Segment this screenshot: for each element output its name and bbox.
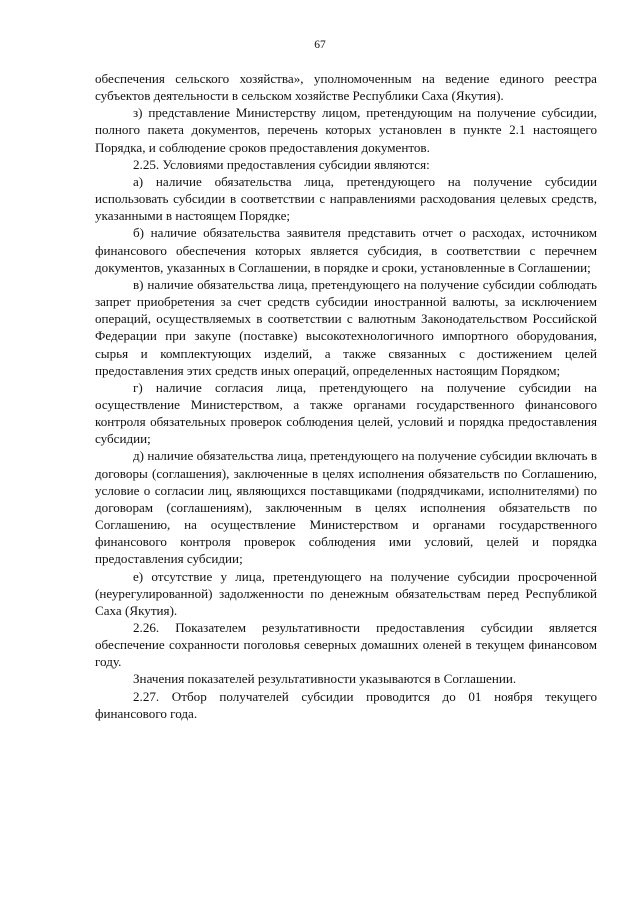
paragraph-item-b: б) наличие обязательства заявителя представить отчет о расходах, источником финансового обеспечения которых является субсидия, в соответствии с перечнем документов, указанных в Соглашении, в порядке и сроки, установленные в Соглашении; <box>95 225 597 275</box>
paragraph-item-a: а) наличие обязательства лица, претендующего на получение субсидии использовать субсидии в соответствии с направлениями расходования целевых средств, указанными в настоящем Порядке; <box>95 173 597 224</box>
paragraph-item-z: з) представление Министерству лицом, претендующим на получение субсидии, полного пакета документов, перечень которых установлен в пункте 2.1 настоящего Порядка, и соблюдение сроков предоставления документов. <box>95 105 597 155</box>
page-number: 67 <box>314 39 326 51</box>
paragraph-2-25-heading: 2.25. Условиями предоставления субсидии являются: <box>133 156 430 172</box>
paragraph-item-d: д) наличие обязательства лица, претендующего на получение субсидии включать в договоры (соглашения), заключенные в целях исполнения обязательств по Соглашению, условие о согласии лиц, являющихся поставщиками (подрядчиками, исполнителями) по договорам (соглашениям), заключенным в целях исполнения обязательств по Соглашению, на осуществление Министерством и органами государственного финансового контроля проверок соблюдения ими условий, целей и порядка предоставления субсидии; <box>95 448 597 567</box>
paragraph-continuation: обеспечения сельского хозяйства», уполномоченным на ведение единого реестра субъектов деятельности в сельском хозяйстве Республики Саха (Якутия). <box>95 71 597 104</box>
paragraph-indicator-values: Значения показателей результативности указываются в Соглашении. <box>133 671 517 687</box>
paragraph-2-26: 2.26. Показателем результативности предоставления субсидии является обеспечение сохранности поголовья северных домашних оленей в текущем финансовом году. <box>95 620 597 670</box>
paragraph-item-g: г) наличие согласия лица, претендующего на получение субсидии на осуществление Министерством, а также органами государственного финансового контроля обязательных проверок соблюдения целей, условий и порядка предоставления субсидии; <box>95 379 597 447</box>
paragraph-item-v: в) наличие обязательства лица, претендующего на получение субсидии соблюдать запрет приобретения за счет средств субсидии иностранной валюты, за исключением операций, осуществляемых в соответствии с валютным Законодательством Российской Федерации при закупе (поставке) высокотехнологичного импортного оборудования, сырья и комплектующих изделий, а также связанных с достижением целей предоставления этих средств иных операций, определенных настоящим Порядком; <box>95 276 597 378</box>
document-body <box>95 70 597 722</box>
paragraph-2-27: 2.27. Отбор получателей субсидии проводится до 01 ноября текущего финансового года. <box>95 688 597 721</box>
paragraph-item-e: е) отсутствие у лица, претендующего на получение субсидии просроченной (неурегулированной) задолженности по денежным обязательствам перед Республикой Саха (Якутия). <box>95 568 597 618</box>
